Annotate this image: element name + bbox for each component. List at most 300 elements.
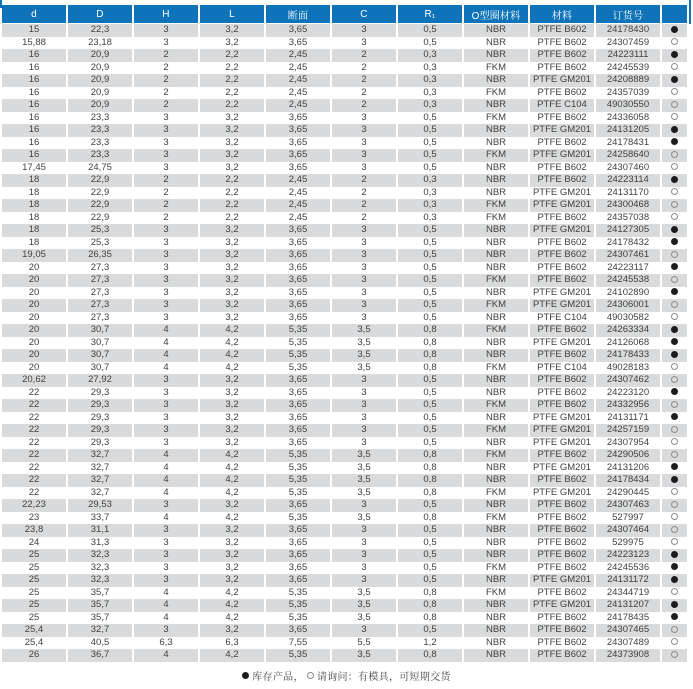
table-row <box>2 362 687 375</box>
cell-material: PTFE B602 <box>530 374 594 387</box>
cell-d: 16 <box>2 124 66 137</box>
cell-L: 3,2 <box>200 262 264 275</box>
cell-cross-section: 3,65 <box>266 387 330 400</box>
cell-R1: 0,8 <box>398 649 462 662</box>
table-row <box>2 487 687 500</box>
stock-open-icon <box>671 526 678 533</box>
cell-material: PTFE GM201 <box>530 574 594 587</box>
table-row <box>2 224 687 237</box>
stock-open-icon <box>671 63 678 70</box>
cell-material: PTFE GM201 <box>530 187 594 200</box>
cell-material: PTFE GM201 <box>530 124 594 137</box>
cell-H: 3 <box>134 137 198 150</box>
cell-C: 3 <box>332 374 396 387</box>
cell-D: 33,7 <box>68 512 132 525</box>
cell-cross-section: 3,65 <box>266 287 330 300</box>
cell-material: PTFE B602 <box>530 37 594 50</box>
cell-R1: 0,8 <box>398 512 462 525</box>
table-row <box>2 512 687 525</box>
cell-cross-section: 3,65 <box>266 299 330 312</box>
cell-L: 3,2 <box>200 374 264 387</box>
stock-open-icon <box>671 438 678 445</box>
cell-d: 16 <box>2 99 66 112</box>
cell-cross-section: 5,35 <box>266 449 330 462</box>
cell-H: 4 <box>134 649 198 662</box>
cell-C: 3 <box>332 437 396 450</box>
cell-stock-status <box>662 474 687 487</box>
cell-R1: 0,5 <box>398 162 462 175</box>
stock-filled-icon <box>671 138 678 145</box>
cell-C: 3 <box>332 624 396 637</box>
stock-open-icon <box>671 651 678 658</box>
cell-order-number: 24357038 <box>596 212 660 225</box>
cell-o-ring-material: NBR <box>464 287 528 300</box>
cell-stock-status <box>662 24 687 37</box>
cell-H: 3 <box>134 124 198 137</box>
cell-D: 32,7 <box>68 474 132 487</box>
cell-L: 4,2 <box>200 362 264 375</box>
cell-cross-section: 3,65 <box>266 524 330 537</box>
cell-cross-section: 3,65 <box>266 374 330 387</box>
cell-d: 16 <box>2 149 66 162</box>
cell-d: 18 <box>2 212 66 225</box>
stock-open-icon <box>671 376 678 383</box>
cell-o-ring-material: NBR <box>464 649 528 662</box>
cell-o-ring-material: NBR <box>464 37 528 50</box>
cell-o-ring-material: FKM <box>464 324 528 337</box>
cell-L: 3,2 <box>200 149 264 162</box>
cell-stock-status <box>662 537 687 550</box>
cell-o-ring-material: NBR <box>464 174 528 187</box>
cell-material: PTFE B602 <box>530 274 594 287</box>
cell-o-ring-material: FKM <box>464 199 528 212</box>
cell-R1: 0,8 <box>398 612 462 625</box>
cell-d: 16 <box>2 87 66 100</box>
cell-D: 27,3 <box>68 299 132 312</box>
table-row <box>2 287 687 300</box>
cell-H: 3 <box>134 37 198 50</box>
cell-d: 19,05 <box>2 249 66 262</box>
cell-o-ring-material: NBR <box>464 237 528 250</box>
cell-R1: 0,5 <box>398 24 462 37</box>
cell-R1: 0,5 <box>398 299 462 312</box>
stock-open-icon <box>671 151 678 158</box>
cell-order-number: 24357039 <box>596 87 660 100</box>
cell-H: 4 <box>134 362 198 375</box>
cell-d: 25,4 <box>2 637 66 650</box>
cell-D: 29,3 <box>68 412 132 425</box>
cell-d: 16 <box>2 112 66 125</box>
cell-H: 2 <box>134 62 198 75</box>
cell-d: 15 <box>2 24 66 37</box>
stock-open-icon <box>671 188 678 195</box>
cell-material: PTFE C104 <box>530 312 594 325</box>
cell-material: PTFE C104 <box>530 362 594 375</box>
cell-L: 2,2 <box>200 49 264 62</box>
column-header-C: C <box>332 5 396 24</box>
cell-R1: 0,5 <box>398 624 462 637</box>
cell-material: PTFE GM201 <box>530 199 594 212</box>
cell-order-number: 24307460 <box>596 162 660 175</box>
top-right-frame-mark <box>689 0 691 24</box>
table-row <box>2 312 687 325</box>
cell-cross-section: 3,65 <box>266 149 330 162</box>
cell-R1: 0,8 <box>398 362 462 375</box>
table-row <box>2 212 687 225</box>
top-left-frame-mark <box>0 0 2 8</box>
cell-H: 4 <box>134 512 198 525</box>
cell-C: 3 <box>332 149 396 162</box>
cell-o-ring-material: NBR <box>464 462 528 475</box>
cell-material: PTFE GM201 <box>530 287 594 300</box>
cell-d: 20 <box>2 299 66 312</box>
cell-stock-status <box>662 49 687 62</box>
table-row <box>2 137 687 150</box>
cell-H: 6,3 <box>134 637 198 650</box>
cell-order-number: 24178433 <box>596 349 660 362</box>
cell-o-ring-material: NBR <box>464 137 528 150</box>
cell-C: 2 <box>332 99 396 112</box>
cell-L: 4,2 <box>200 474 264 487</box>
cell-cross-section: 3,65 <box>266 399 330 412</box>
stock-open-icon <box>671 201 678 208</box>
table-row <box>2 187 687 200</box>
table-row <box>2 537 687 550</box>
cell-H: 3 <box>134 574 198 587</box>
cell-order-number: 527997 <box>596 512 660 525</box>
cell-o-ring-material: FKM <box>464 149 528 162</box>
cell-order-number: 24208889 <box>596 74 660 87</box>
stock-open-icon <box>671 626 678 633</box>
cell-stock-status <box>662 524 687 537</box>
cell-order-number: 24178434 <box>596 474 660 487</box>
cell-C: 3 <box>332 537 396 550</box>
cell-o-ring-material: FKM <box>464 512 528 525</box>
table-body <box>2 24 687 662</box>
cell-stock-status <box>662 99 687 112</box>
cell-D: 27,3 <box>68 312 132 325</box>
stock-open-icon <box>307 672 314 679</box>
cell-cross-section: 3,65 <box>266 537 330 550</box>
table-row <box>2 624 687 637</box>
cell-C: 3 <box>332 224 396 237</box>
cell-C: 3 <box>332 524 396 537</box>
table-row <box>2 199 687 212</box>
cell-stock-status <box>662 637 687 650</box>
cell-cross-section: 3,65 <box>266 574 330 587</box>
column-header-D: D <box>68 5 132 24</box>
cell-d: 18 <box>2 199 66 212</box>
stock-filled-icon <box>671 326 678 333</box>
cell-cross-section: 5,35 <box>266 512 330 525</box>
cell-d: 24 <box>2 537 66 550</box>
cell-o-ring-material: NBR <box>464 537 528 550</box>
cell-material: PTFE B602 <box>530 587 594 600</box>
cell-order-number: 24102890 <box>596 287 660 300</box>
cell-C: 3 <box>332 412 396 425</box>
cell-H: 3 <box>134 224 198 237</box>
cell-o-ring-material: NBR <box>464 549 528 562</box>
cell-d: 22 <box>2 412 66 425</box>
cell-material: PTFE GM201 <box>530 74 594 87</box>
cell-stock-status <box>662 412 687 425</box>
cell-material: PTFE B602 <box>530 499 594 512</box>
cell-order-number: 24178431 <box>596 137 660 150</box>
cell-cross-section: 3,65 <box>266 124 330 137</box>
cell-stock-status <box>662 624 687 637</box>
cell-cross-section: 3,65 <box>266 412 330 425</box>
table-row <box>2 162 687 175</box>
cell-L: 3,2 <box>200 124 264 137</box>
cell-D: 30,7 <box>68 362 132 375</box>
cell-d: 25 <box>2 612 66 625</box>
cell-L: 2,2 <box>200 212 264 225</box>
cell-H: 3 <box>134 237 198 250</box>
cell-D: 27,3 <box>68 287 132 300</box>
cell-stock-status <box>662 299 687 312</box>
cell-cross-section: 3,65 <box>266 37 330 50</box>
table-row <box>2 374 687 387</box>
cell-order-number: 24245536 <box>596 562 660 575</box>
cell-cross-section: 2,45 <box>266 199 330 212</box>
cell-o-ring-material: FKM <box>464 399 528 412</box>
cell-C: 3 <box>332 424 396 437</box>
column-header-order-number: 订货号 <box>596 5 660 24</box>
cell-R1: 0,5 <box>398 124 462 137</box>
column-header-R1: R₁ <box>398 5 462 24</box>
cell-cross-section: 3,65 <box>266 137 330 150</box>
cell-D: 20,9 <box>68 74 132 87</box>
cell-order-number: 24290506 <box>596 449 660 462</box>
table-row <box>2 437 687 450</box>
cell-L: 3,2 <box>200 287 264 300</box>
cell-C: 3 <box>332 37 396 50</box>
cell-H: 4 <box>134 587 198 600</box>
table-row <box>2 599 687 612</box>
cell-order-number: 24223111 <box>596 49 660 62</box>
cell-R1: 0,8 <box>398 587 462 600</box>
product-table <box>0 5 689 662</box>
cell-stock-status <box>662 599 687 612</box>
cell-stock-status <box>662 312 687 325</box>
cell-D: 31,1 <box>68 524 132 537</box>
cell-material: PTFE C104 <box>530 99 594 112</box>
table-row <box>2 524 687 537</box>
cell-stock-status <box>662 37 687 50</box>
cell-H: 3 <box>134 312 198 325</box>
cell-material: PTFE GM201 <box>530 424 594 437</box>
cell-d: 22 <box>2 474 66 487</box>
cell-order-number: 24257159 <box>596 424 660 437</box>
cell-stock-status <box>662 449 687 462</box>
cell-stock-status <box>662 374 687 387</box>
cell-R1: 0,3 <box>398 87 462 100</box>
cell-H: 2 <box>134 187 198 200</box>
cell-d: 16 <box>2 137 66 150</box>
stock-filled-icon <box>671 76 678 83</box>
cell-cross-section: 5,35 <box>266 599 330 612</box>
cell-material: PTFE GM201 <box>530 412 594 425</box>
cell-R1: 0,5 <box>398 424 462 437</box>
cell-d: 18 <box>2 224 66 237</box>
cell-material: PTFE B602 <box>530 174 594 187</box>
cell-stock-status <box>662 174 687 187</box>
cell-L: 2,2 <box>200 87 264 100</box>
cell-material: PTFE GM201 <box>530 487 594 500</box>
cell-C: 3 <box>332 299 396 312</box>
cell-material: PTFE GM201 <box>530 437 594 450</box>
cell-o-ring-material: NBR <box>464 624 528 637</box>
cell-material: PTFE B602 <box>530 237 594 250</box>
cell-D: 22,3 <box>68 24 132 37</box>
legend-inquiry-text: 请询问：有模具，可短期交货 <box>316 671 451 683</box>
cell-order-number: 24131170 <box>596 187 660 200</box>
cell-cross-section: 3,65 <box>266 24 330 37</box>
cell-order-number: 24263334 <box>596 324 660 337</box>
cell-cross-section: 3,65 <box>266 249 330 262</box>
cell-order-number: 24178430 <box>596 24 660 37</box>
cell-D: 35,7 <box>68 599 132 612</box>
cell-stock-status <box>662 587 687 600</box>
cell-R1: 0,3 <box>398 99 462 112</box>
column-header-d: d <box>2 5 66 24</box>
cell-material: PTFE GM201 <box>530 299 594 312</box>
cell-D: 36,7 <box>68 649 132 662</box>
cell-o-ring-material: NBR <box>464 262 528 275</box>
cell-o-ring-material: FKM <box>464 299 528 312</box>
cell-o-ring-material: NBR <box>464 24 528 37</box>
cell-d: 25,4 <box>2 624 66 637</box>
cell-order-number: 24307464 <box>596 524 660 537</box>
cell-H: 3 <box>134 149 198 162</box>
cell-material: PTFE B602 <box>530 112 594 125</box>
stock-open-icon <box>671 276 678 283</box>
cell-D: 29,3 <box>68 424 132 437</box>
column-header-cross-section: 断面 <box>266 5 330 24</box>
cell-d: 18 <box>2 187 66 200</box>
cell-stock-status <box>662 162 687 175</box>
cell-D: 23,3 <box>68 112 132 125</box>
cell-R1: 0,8 <box>398 349 462 362</box>
cell-C: 3 <box>332 499 396 512</box>
cell-H: 3 <box>134 499 198 512</box>
cell-D: 30,7 <box>68 324 132 337</box>
cell-L: 3,2 <box>200 549 264 562</box>
cell-L: 3,2 <box>200 224 264 237</box>
stock-filled-icon <box>671 26 678 33</box>
table-row <box>2 274 687 287</box>
cell-stock-status <box>662 362 687 375</box>
cell-L: 3,2 <box>200 537 264 550</box>
cell-stock-status <box>662 549 687 562</box>
cell-o-ring-material: NBR <box>464 412 528 425</box>
cell-H: 3 <box>134 624 198 637</box>
cell-cross-section: 3,65 <box>266 312 330 325</box>
cell-order-number: 49028183 <box>596 362 660 375</box>
cell-D: 26,35 <box>68 249 132 262</box>
cell-order-number: 24131205 <box>596 124 660 137</box>
cell-d: 22 <box>2 424 66 437</box>
cell-o-ring-material: NBR <box>464 374 528 387</box>
cell-d: 17,45 <box>2 162 66 175</box>
cell-R1: 0,5 <box>398 237 462 250</box>
stock-filled-icon <box>671 226 678 233</box>
cell-cross-section: 5,35 <box>266 324 330 337</box>
table-row <box>2 424 687 437</box>
cell-C: 2 <box>332 49 396 62</box>
cell-stock-status <box>662 574 687 587</box>
stock-open-icon <box>671 401 678 408</box>
stock-open-icon <box>671 426 678 433</box>
cell-material: PTFE B602 <box>530 349 594 362</box>
stock-open-icon <box>671 251 678 258</box>
cell-H: 3 <box>134 437 198 450</box>
cell-order-number: 24245538 <box>596 274 660 287</box>
cell-d: 18 <box>2 237 66 250</box>
cell-R1: 0,5 <box>398 524 462 537</box>
cell-order-number: 24307459 <box>596 37 660 50</box>
cell-cross-section: 5,35 <box>266 362 330 375</box>
cell-material: PTFE B602 <box>530 249 594 262</box>
cell-order-number: 24245539 <box>596 62 660 75</box>
cell-cross-section: 7,55 <box>266 637 330 650</box>
cell-C: 2 <box>332 174 396 187</box>
cell-d: 20 <box>2 287 66 300</box>
table-row <box>2 412 687 425</box>
cell-L: 3,2 <box>200 249 264 262</box>
cell-stock-status <box>662 649 687 662</box>
cell-o-ring-material: FKM <box>464 424 528 437</box>
table-row <box>2 237 687 250</box>
stock-open-icon <box>671 538 678 545</box>
cell-stock-status <box>662 387 687 400</box>
cell-stock-status <box>662 187 687 200</box>
cell-L: 3,2 <box>200 312 264 325</box>
cell-H: 3 <box>134 274 198 287</box>
cell-o-ring-material: NBR <box>464 637 528 650</box>
cell-o-ring-material: FKM <box>464 112 528 125</box>
cell-R1: 0,8 <box>398 487 462 500</box>
table-row <box>2 612 687 625</box>
cell-stock-status <box>662 324 687 337</box>
cell-order-number: 24127305 <box>596 224 660 237</box>
cell-C: 2 <box>332 87 396 100</box>
cell-L: 2,2 <box>200 62 264 75</box>
stock-filled-icon <box>671 413 678 420</box>
cell-order-number: 24307489 <box>596 637 660 650</box>
cell-L: 3,2 <box>200 274 264 287</box>
table-row <box>2 499 687 512</box>
cell-D: 31,3 <box>68 537 132 550</box>
cell-cross-section: 5,35 <box>266 349 330 362</box>
table-row <box>2 74 687 87</box>
cell-D: 23,3 <box>68 124 132 137</box>
cell-material: PTFE GM201 <box>530 224 594 237</box>
cell-H: 3 <box>134 387 198 400</box>
cell-C: 3,5 <box>332 449 396 462</box>
column-header-material: 材料 <box>530 5 594 24</box>
cell-o-ring-material: FKM <box>464 274 528 287</box>
cell-stock-status <box>662 437 687 450</box>
cell-H: 3 <box>134 287 198 300</box>
cell-cross-section: 3,65 <box>266 112 330 125</box>
cell-material: PTFE GM201 <box>530 337 594 350</box>
cell-o-ring-material: NBR <box>464 99 528 112</box>
cell-material: PTFE B602 <box>530 212 594 225</box>
cell-C: 3,5 <box>332 462 396 475</box>
cell-o-ring-material: FKM <box>464 362 528 375</box>
cell-o-ring-material: NBR <box>464 162 528 175</box>
